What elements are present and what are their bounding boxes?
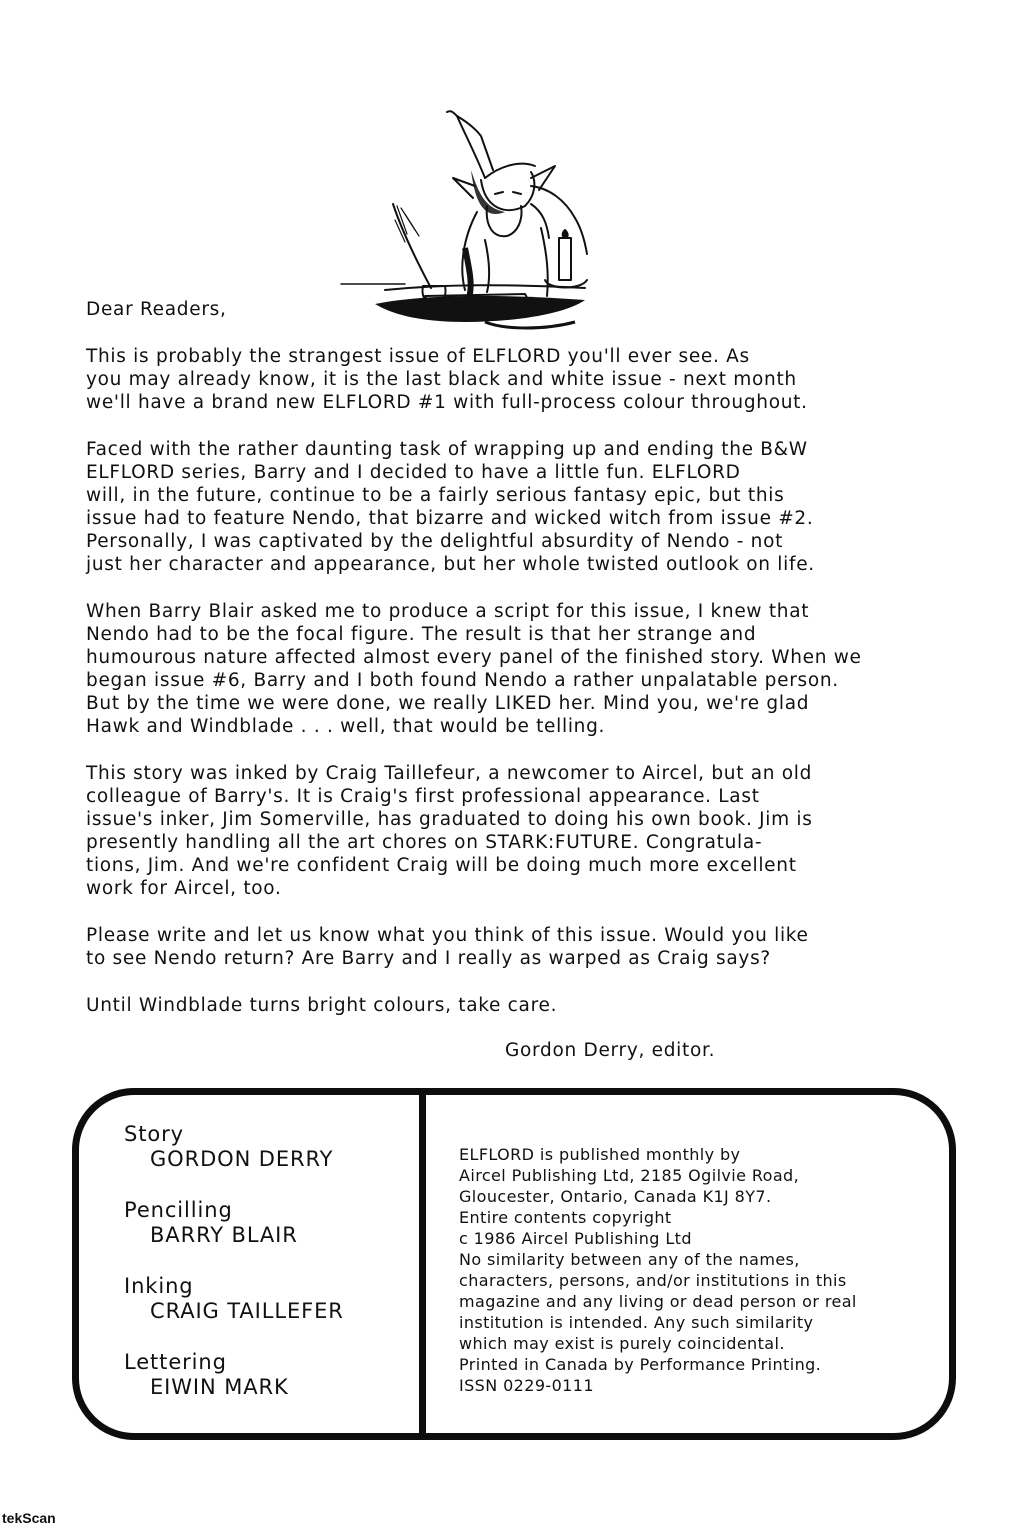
letter-line: This story was inked by Craig Taillefeur, a newcomer to Aircel, but an old <box>86 763 813 784</box>
letter-line: Nendo had to be the focal figure. The result is that her strange and <box>86 624 757 645</box>
credit-role-pencilling: Pencilling <box>124 1198 233 1222</box>
credit-name-lettering: EIWIN MARK <box>150 1375 289 1399</box>
credit-role-lettering: Lettering <box>124 1350 227 1374</box>
letter-line: But by the time we were done, we really LIKED her. Mind you, we're glad <box>86 693 810 714</box>
publisher-line: ELFLORD is published monthly by <box>459 1145 741 1164</box>
letter-line: Faced with the rather daunting task of wrapping up and ending the B&W <box>86 439 808 460</box>
credit-name-story: GORDON DERRY <box>150 1147 334 1171</box>
letter-line: work for Aircel, too. <box>86 878 282 899</box>
letter-line: tions, Jim. And we're confident Craig will be doing much more excellent <box>86 855 797 876</box>
credit-role-inking: Inking <box>124 1274 194 1298</box>
publisher-info <box>459 1144 949 1396</box>
letter-paragraph-4 <box>86 762 966 900</box>
letter-line: began issue #6, Barry and I both found Nendo a rather unpalatable person. <box>86 670 839 691</box>
credit-role-story: Story <box>124 1122 184 1146</box>
letter-line: we'll have a brand new ELFLORD #1 with full-process colour throughout. <box>86 392 808 413</box>
letter-paragraph-3 <box>86 600 966 738</box>
editorial-letter <box>86 298 966 1041</box>
credits-divider <box>419 1090 426 1438</box>
letter-line: humourous nature affected almost every panel of the finished story. When we <box>86 647 862 668</box>
letter-line: issue's inker, Jim Somerville, has graduated to doing his own book. Jim is <box>86 809 813 830</box>
letter-line: just her character and appearance, but her whole twisted outlook on life. <box>86 554 815 575</box>
letter-paragraph-5 <box>86 924 966 970</box>
letter-line: to see Nendo return? Are Barry and I really as warped as Craig says? <box>86 948 771 969</box>
salutation: Dear Readers, <box>86 299 227 320</box>
letter-line: issue had to feature Nendo, that bizarre and wicked witch from issue #2. <box>86 508 814 529</box>
credits-list <box>124 1122 414 1426</box>
letter-line: you may already know, it is the last black and white issue - next month <box>86 369 797 390</box>
letter-line: ELFLORD series, Barry and I decided to have a little fun. ELFLORD <box>86 462 741 483</box>
letter-line: presently handling all the art chores on STARK:FUTURE. Congratula- <box>86 832 763 853</box>
editor-signature: Gordon Derry, editor. <box>505 1040 716 1061</box>
letter-line: Personally, I was captivated by the delightful absurdity of Nendo - not <box>86 531 784 552</box>
scan-tag: tekScan <box>2 1510 56 1526</box>
publisher-line: which may exist is purely coincidental. <box>459 1334 785 1353</box>
letter-line: Please write and let us know what you think of this issue. Would you like <box>86 925 809 946</box>
publisher-line: magazine and any living or dead person or real <box>459 1292 857 1311</box>
letter-closing: Until Windblade turns bright colours, take care. <box>86 995 558 1016</box>
letter-line: will, in the future, continue to be a fairly serious fantasy epic, but this <box>86 485 785 506</box>
publisher-line: institution is intended. Any such similarity <box>459 1313 814 1332</box>
letter-paragraph-1 <box>86 345 966 414</box>
publisher-line: c 1986 Aircel Publishing Ltd <box>459 1229 692 1248</box>
letter-line: colleague of Barry's. It is Craig's first professional appearance. Last <box>86 786 760 807</box>
letter-paragraph-2 <box>86 438 966 576</box>
letter-line: Hawk and Windblade . . . well, that would be telling. <box>86 716 606 737</box>
credit-name-pencilling: BARRY BLAIR <box>150 1223 298 1247</box>
letter-line: This is probably the strangest issue of ELFLORD you'll ever see. As <box>86 346 750 367</box>
publisher-line: Entire contents copyright <box>459 1208 672 1227</box>
letter-line: When Barry Blair asked me to produce a script for this issue, I knew that <box>86 601 810 622</box>
publisher-line: Printed in Canada by Performance Printing. <box>459 1355 822 1374</box>
publisher-line: Aircel Publishing Ltd, 2185 Ogilvie Road, <box>459 1166 800 1185</box>
publisher-line: ISSN 0229-0111 <box>459 1376 594 1395</box>
publisher-line: characters, persons, and/or institutions in this <box>459 1271 847 1290</box>
credit-name-inking: CRAIG TAILLEFER <box>150 1299 344 1323</box>
publisher-line: Gloucester, Ontario, Canada K1J 8Y7. <box>459 1187 772 1206</box>
publisher-line: No similarity between any of the names, <box>459 1250 800 1269</box>
